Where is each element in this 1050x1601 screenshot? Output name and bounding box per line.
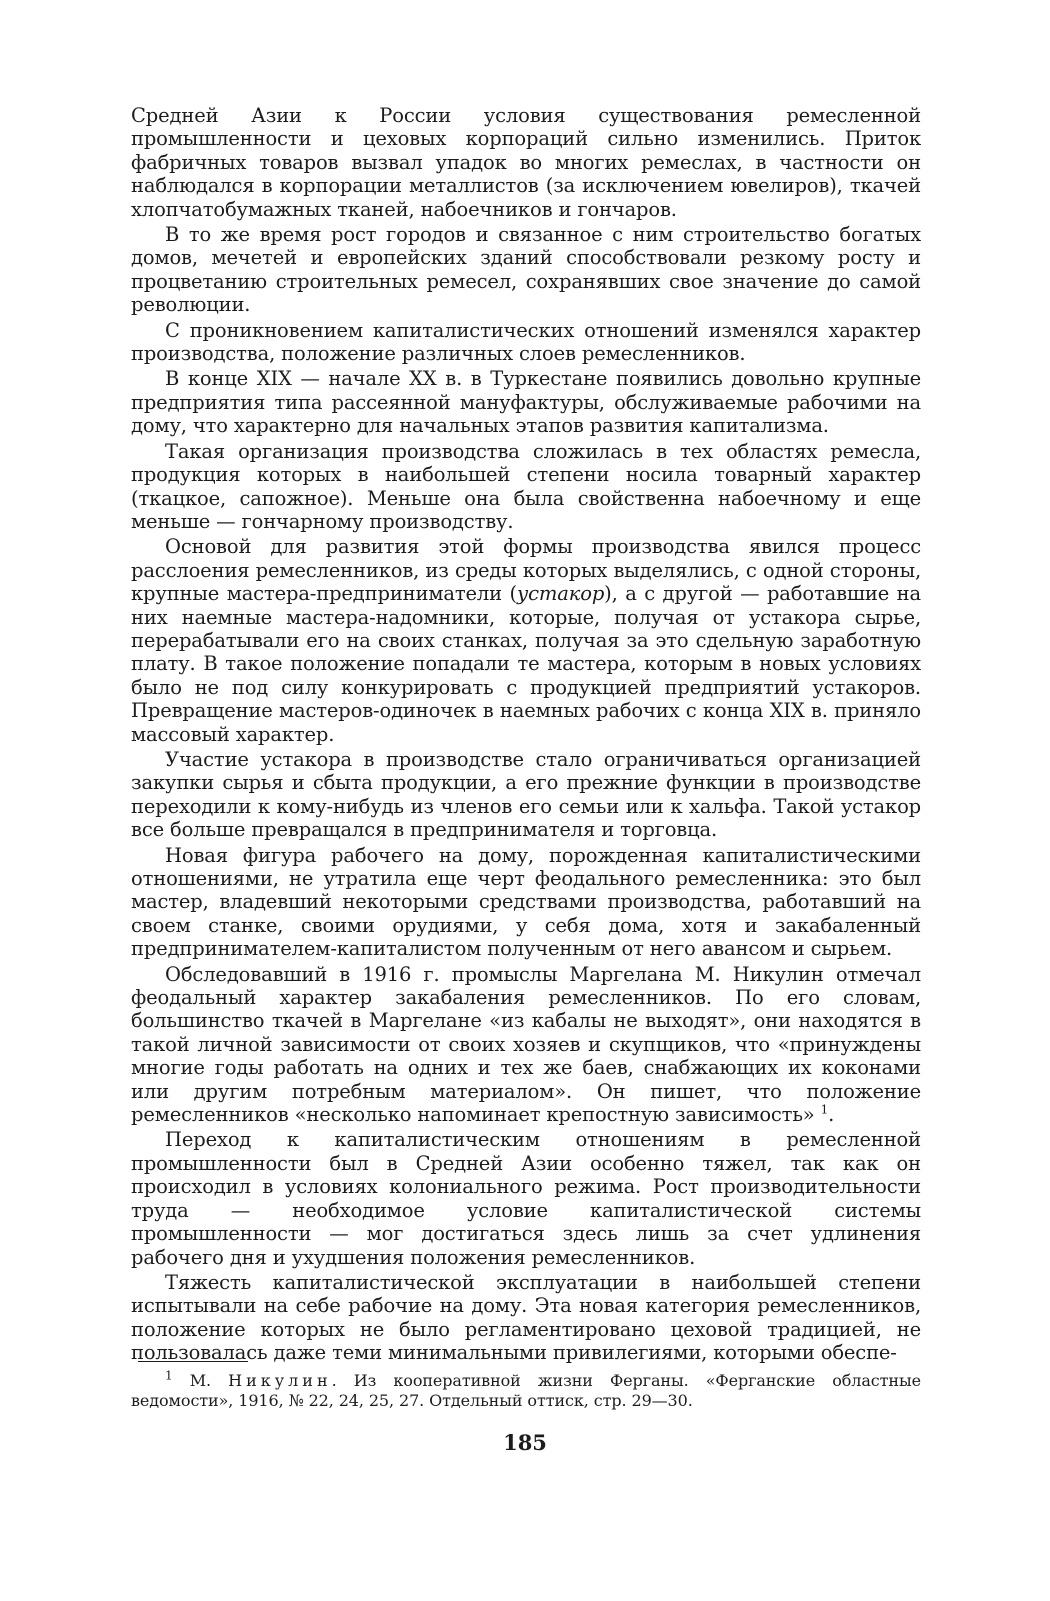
paragraph-text: Основой для развития этой формы производства явился процесс расслоения ремесленников, из среды которых выделялись, с одной стороны, крупные мастера-предприниматели ( — [131, 535, 921, 606]
footnote-divider — [138, 1361, 248, 1362]
paragraph: Такая организация производства сложилась в тех областях ремесла, продукция которых в наибольшей степени носила товарный характер (ткацкое, сапожное). Меньше она была свойственна набоечному и еще меньше — гончарному производству. — [131, 439, 921, 533]
paragraph — [131, 535, 921, 746]
footnote-text: . Из кооперативной жизни Ферганы. «Ферганские областные ведомости», 1916, № 22, 24, 25, 27. Отдельный оттиск, стр. 29—30. — [131, 1371, 921, 1410]
footnote-marker: 1 — [165, 1368, 173, 1383]
footnote — [131, 1368, 921, 1411]
paragraph — [131, 963, 921, 1127]
paragraph: Участие устакора в производстве стало ограничиваться организацией закупки сырья и сбыта продукции, а его прежние функции в производстве переходили к кому-нибудь из членов его семьи или к хальфа. Такой устакор все больше превращался в предпринимателя и торговца. — [131, 747, 921, 842]
page-number: 185 — [503, 1430, 547, 1455]
paragraph: Тяжесть капиталистической эксплуатации в наибольшей степени испытывали на себе рабочие на дому. Эта новая категория ремесленников, положение которых не было регламентировано цеховой традицией, не пользовалась даже теми минимальными привилегиями, которыми обеспе- — [131, 1270, 921, 1365]
paragraph: В то же время рост городов и связанное с ним строительство богатых домов, мечетей и европейских зданий способствовали резкому росту и процветанию строительных ремесел, сохранявших свое значение до самой революции. — [131, 223, 921, 317]
paragraph: Средней Азии к России условия существования ремесленной промышленности и цеховых корпораций сильно изменились. Приток фабричных товаров вызвал упадок во многих ремеслах, в частности он наблюдался в корпорации металлистов (за исключением ювелиров), ткачей хлопчатобумажных тканей, набоечников и гончаров. — [131, 104, 921, 221]
paragraph: Переход к капиталистическим отношениям в ремесленной промышленности был в Средней Азии особенно тяжел, так как он происходил в условиях колониального режима. Рост производительности труда — необходимое условие капиталистической системы промышленности — мог достигаться здесь лишь за счет удлинения рабочего дня и ухудшения положения ремесленников. — [131, 1128, 921, 1269]
italic-term: устакор — [516, 582, 605, 606]
footnote-reference: 1 — [820, 1102, 829, 1117]
paragraph-text: ), а с другой — работавшие на них наемные мастера-надомники, которые, получая от устакора сырье, перерабатывали его на своих станках, получая за это сдельную заработную плату. В такое положение попадали те мастера, которым в новых условиях было не под силу конкурировать с продукцией предприятий устакоров. Превращение мастеров-одиночек в наемных рабочих с конца XIX в. приняло массовый характер. — [131, 582, 921, 746]
main-text — [131, 104, 921, 1367]
footnote-author-initial: М. — [189, 1371, 211, 1390]
paragraph: Новая фигура рабочего на дому, порожденная капиталистическими отношениями, не утратила еще черт феодального ремесленника: это был мастер, владевший некоторыми средствами производства, работавший на своем станке, своими орудиями, у себя дома, хотя и закабаленный предпринимателем-капиталистом полученным от него авансом и сырьем. — [131, 843, 921, 961]
paragraph-text: Обследовавший в 1916 г. промыслы Маргелана М. Никулин отмечал феодальный характер закабаления ремесленников. По его словам, большинство ткачей в Маргелане «из кабалы не выходят», они находятся в такой личной зависимости от своих хозяев и скупщиков, что «принуждены многие годы работать на одних и тех же баев, снабжающих их коконами или другим потребным материалом». Он пишет, что положение ремесленников «несколько напоминает крепостную зависимость» — [131, 962, 921, 1127]
paragraph: С проникновением капиталистических отношений изменялся характер производства, положение различных слоев ремесленников. — [131, 318, 921, 366]
paragraph-text: . — [828, 1103, 835, 1127]
footnote-author: Никулин — [228, 1371, 332, 1390]
paragraph: В конце XIX — начале XX в. в Туркестане появились довольно крупные предприятия типа рассеянной мануфактуры, обслуживаемые рабочими на дому, что характерно для начальных этапов развития капитализма. — [131, 367, 921, 438]
